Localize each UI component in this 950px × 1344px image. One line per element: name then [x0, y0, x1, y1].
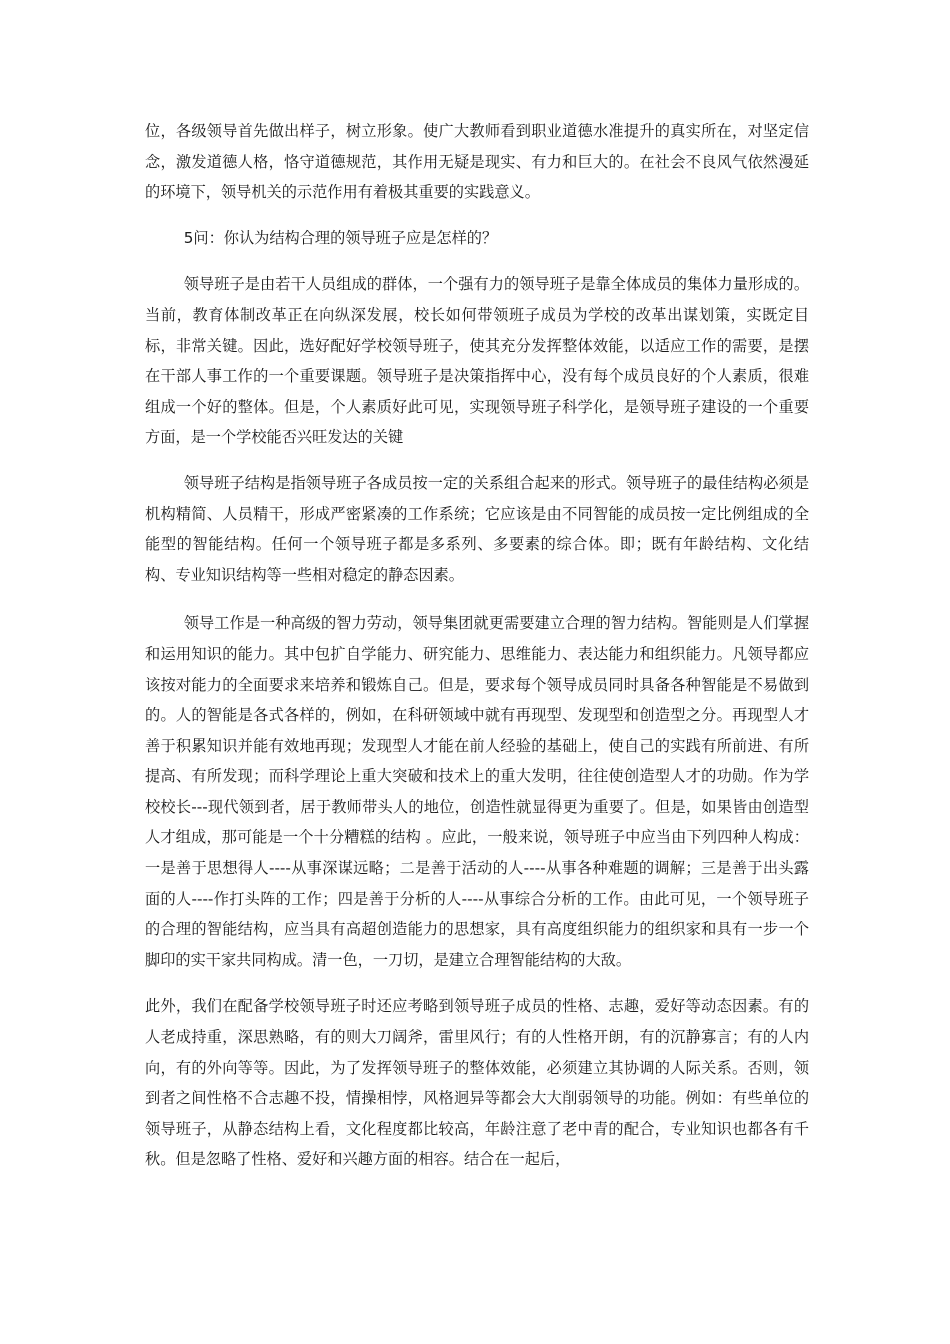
- question-heading: 5问：你认为结构合理的领导班子应是怎样的？: [183, 228, 498, 247]
- document-body: [145, 116, 809, 1190]
- paragraph-leadership-group: 领导班子是由若干人员组成的群体，一个强有力的领导班子是靠全体成员的集体力量形成的。当前，教育体制改革正在向纵深发展，校长如何带领班子成员为学校的改革出谋划策，实既定目标，非常关键。因此，选好配好学校领导班子，使其充分发挥整体效能，以适应工作的需要，是摆在干部人事工作的一个重要课题。领导班子是决策指挥中心，没有每个成员良好的个人素质，很难组成一个好的整体。但是，个人素质好此可见，实现领导班子科学化，是领导班子建设的一个重要方面，是一个学校能否兴旺发达的关键: [145, 275, 809, 447]
- paragraph-leadership-structure: 领导班子结构是指领导班子各成员按一定的关系组合起来的形式。领导班子的最佳结构必须是机构精简、人员精干，形成严密紧凑的工作系统；它应该是由不同智能的成员按一定比例组成的全能型的智能结构。任何一个领导班子都是多系列、多要素的综合体。即；既有年龄结构、文化结构、专业知识结构等一些相对稳定的静态因素。: [145, 473, 809, 584]
- paragraph-personality-factors: 此外，我们在配备学校领导班子时还应考略到领导班子成员的性格、志趣，爱好等动态因素。有的人老成持重，深思熟略，有的则大刀阔斧，雷里风行；有的人性格开朗，有的沉静寡言；有的人内向，有的外向等等。因此，为了发挥领导班子的整体效能，必须建立其协调的人际关系。否则，领到者之间性格不合志趣不投，情操相悖，风格迥异等都会大大削弱领导的功能。例如：有些单位的领导班子，从静态结构上看，文化程度都比较高，年龄注意了老中青的配合，专业知识也都各有千秋。但是忽略了性格、爱好和兴趣方面的相容。结合在一起后，: [145, 997, 809, 1169]
- paragraph-intellectual-structure: 领导工作是一种高级的智力劳动，领导集团就更需要建立合理的智力结构。智能则是人们掌握和运用知识的能力。其中包扩自学能力、研究能力、思维能力、表达能力和组织能力。凡领导都应该按对能力的全面要求来培养和锻炼自己。但是，要求每个领导成员同时具备各种智能是不易做到的。人的智能是各式各样的，例如，在科研领域中就有再现型、发现型和创造型之分。再现型人才善于积累知识并能有效地再现；发现型人才能在前人经验的基础上，使自己的实践有所前进、有所提高、有所发现；而科学理论上重大突破和技术上的重大发明，往往使创造型人才的功勋。作为学校校长---现代领到者，居于教师带头人的地位，创造性就显得更为重要了。但是，如果皆由创造型人才组成，那可能是一个十分糟糕的结构 。应此，一般来说，领导班子中应当由下列四种人构成：一是善于思想得人----从事深谋远略；二是善于活动的人----从事各种难题的调解；三是善于出头露面的人----作打头阵的工作；四是善于分析的人----从事综合分析的工作。由此可见，一个领导班子的合理的智能结构，应当具有高超创造能力的思想家，具有高度组织能力的组织家和具有一步一个脚印的实干家共同构成。清一色，一刀切，是建立合理智能结构的大敌。: [145, 614, 809, 969]
- paragraph-continuation: 位，各级领导首先做出样子，树立形象。使广大教师看到职业道德水准提升的真实所在，对坚定信念，激发道德人格，恪守道德规范，其作用无疑是现实、有力和巨大的。在社会不良风气依然漫延的环境下，领导机关的示范作用有着极其重要的实践意义。: [145, 122, 809, 202]
